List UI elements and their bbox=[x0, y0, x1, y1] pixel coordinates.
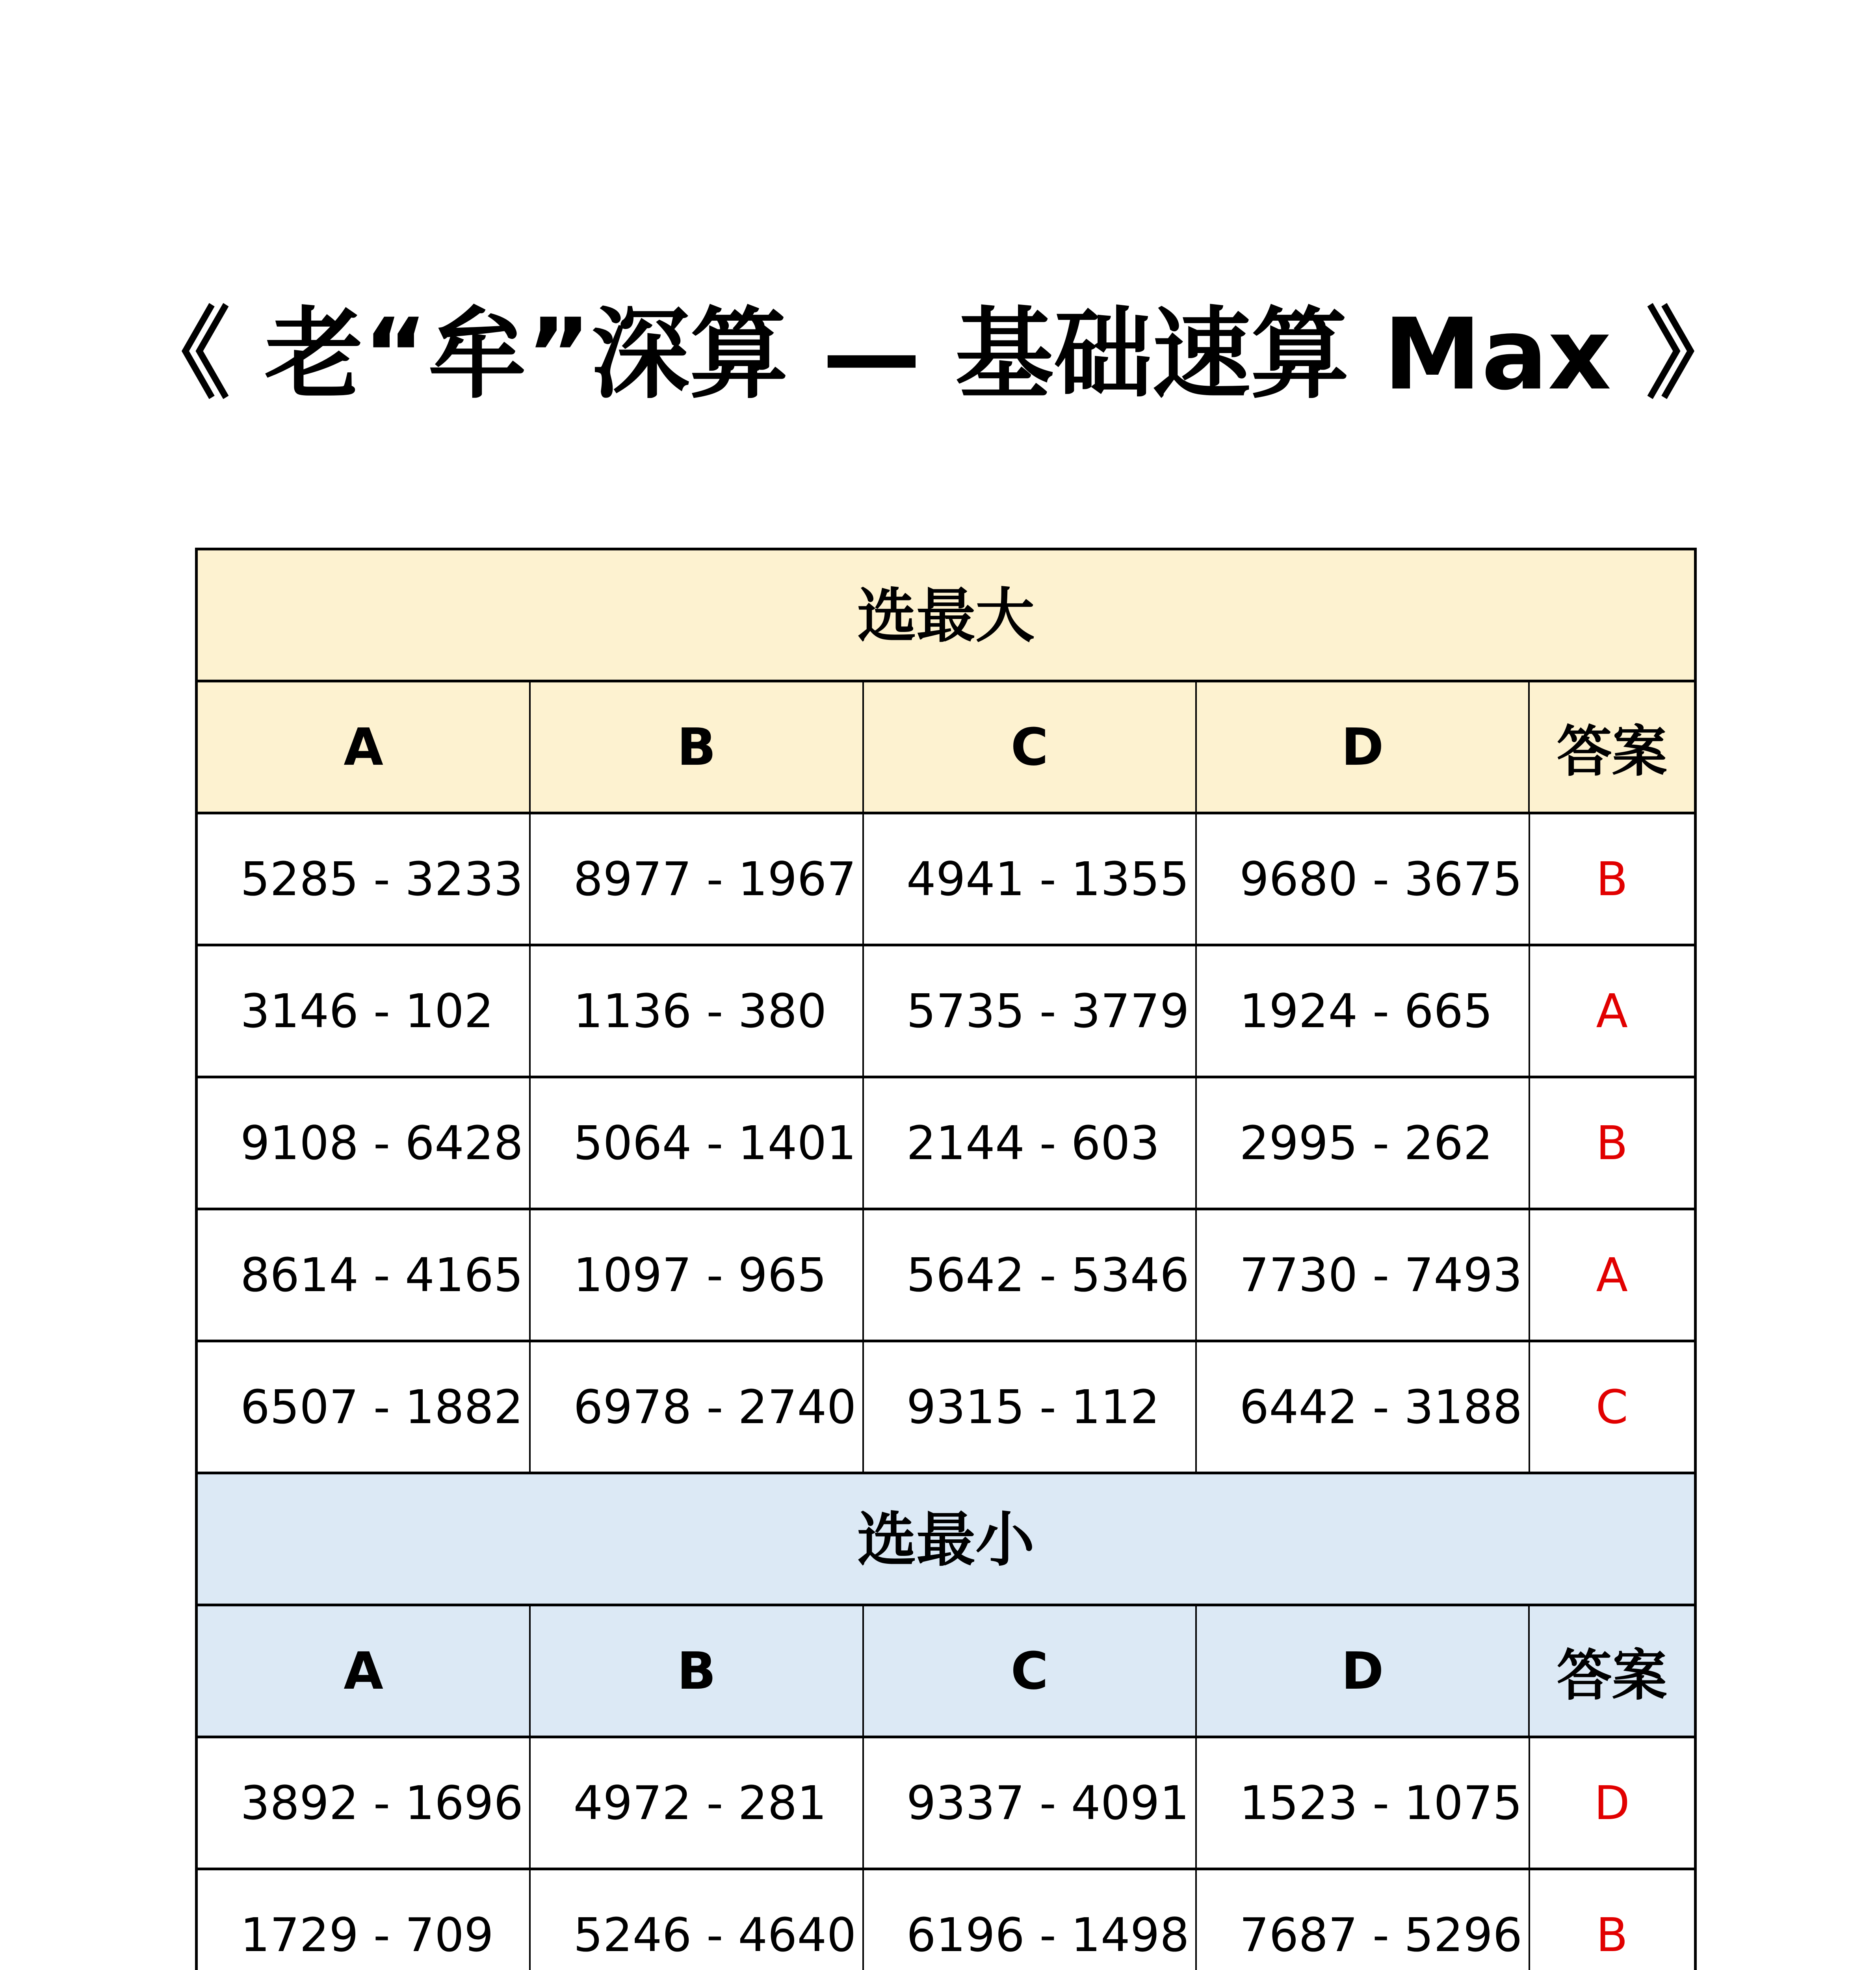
column-header-c: C bbox=[864, 1606, 1197, 1736]
column-header-a: A bbox=[198, 682, 531, 812]
question-row bbox=[198, 1210, 1694, 1342]
column-header-b: B bbox=[531, 1606, 864, 1736]
answer: A bbox=[1596, 984, 1628, 1038]
option-c: 6196 - 1498 bbox=[864, 1870, 1197, 1970]
option-d: 2995 - 262 bbox=[1197, 1078, 1530, 1208]
column-header-row bbox=[198, 682, 1694, 814]
option-d: 1523 - 1075 bbox=[1197, 1738, 1530, 1868]
section-title: 选最小 bbox=[198, 1474, 1694, 1606]
answer: B bbox=[1596, 1116, 1628, 1170]
answer: D bbox=[1594, 1776, 1630, 1830]
answer: C bbox=[1596, 1380, 1628, 1434]
column-header-b: B bbox=[531, 682, 864, 812]
page-title: 《 老“牟”深算 — 基础速算 Max 》 bbox=[132, 297, 1744, 412]
column-header-c: C bbox=[864, 682, 1197, 812]
option-d: 9680 - 3675 bbox=[1197, 814, 1530, 944]
question-row bbox=[198, 814, 1694, 946]
question-row bbox=[198, 1870, 1694, 1970]
column-header-a: A bbox=[198, 1606, 531, 1736]
option-d: 1924 - 665 bbox=[1197, 946, 1530, 1076]
option-c: 4941 - 1355 bbox=[864, 814, 1197, 944]
option-a: 5285 - 3233 bbox=[198, 814, 531, 944]
worksheet-table bbox=[195, 548, 1697, 1970]
column-header-answer: 答案 bbox=[1557, 719, 1667, 784]
question-row bbox=[198, 946, 1694, 1078]
option-b: 6978 - 2740 bbox=[531, 1342, 864, 1472]
column-header-row bbox=[198, 1606, 1694, 1738]
option-c: 5735 - 3779 bbox=[864, 946, 1197, 1076]
question-row bbox=[198, 1342, 1694, 1474]
option-b: 8977 - 1967 bbox=[531, 814, 864, 944]
question-row bbox=[198, 1738, 1694, 1870]
option-a: 9108 - 6428 bbox=[198, 1078, 531, 1208]
option-b: 5246 - 4640 bbox=[531, 1870, 864, 1970]
option-d: 6442 - 3188 bbox=[1197, 1342, 1530, 1472]
option-b: 1097 - 965 bbox=[531, 1210, 864, 1340]
option-b: 5064 - 1401 bbox=[531, 1078, 864, 1208]
column-header-answer: 答案 bbox=[1557, 1643, 1667, 1708]
answer: A bbox=[1596, 1248, 1628, 1302]
column-header-d: D bbox=[1197, 1606, 1530, 1736]
option-c: 9337 - 4091 bbox=[864, 1738, 1197, 1868]
option-a: 3892 - 1696 bbox=[198, 1738, 531, 1868]
option-a: 6507 - 1882 bbox=[198, 1342, 531, 1472]
answer: B bbox=[1596, 852, 1628, 906]
section-title: 选最大 bbox=[198, 550, 1694, 682]
option-a: 1729 - 709 bbox=[198, 1870, 531, 1970]
option-c: 9315 - 112 bbox=[864, 1342, 1197, 1472]
option-a: 8614 - 4165 bbox=[198, 1210, 531, 1340]
column-header-d: D bbox=[1197, 682, 1530, 812]
option-d: 7687 - 5296 bbox=[1197, 1870, 1530, 1970]
answer: B bbox=[1596, 1908, 1628, 1962]
option-b: 4972 - 281 bbox=[531, 1738, 864, 1868]
option-a: 3146 - 102 bbox=[198, 946, 531, 1076]
section-select-max bbox=[198, 550, 1694, 1474]
option-b: 1136 - 380 bbox=[531, 946, 864, 1076]
option-c: 5642 - 5346 bbox=[864, 1210, 1197, 1340]
option-d: 7730 - 7493 bbox=[1197, 1210, 1530, 1340]
option-c: 2144 - 603 bbox=[864, 1078, 1197, 1208]
question-row bbox=[198, 1078, 1694, 1210]
section-select-min bbox=[198, 1474, 1694, 1970]
